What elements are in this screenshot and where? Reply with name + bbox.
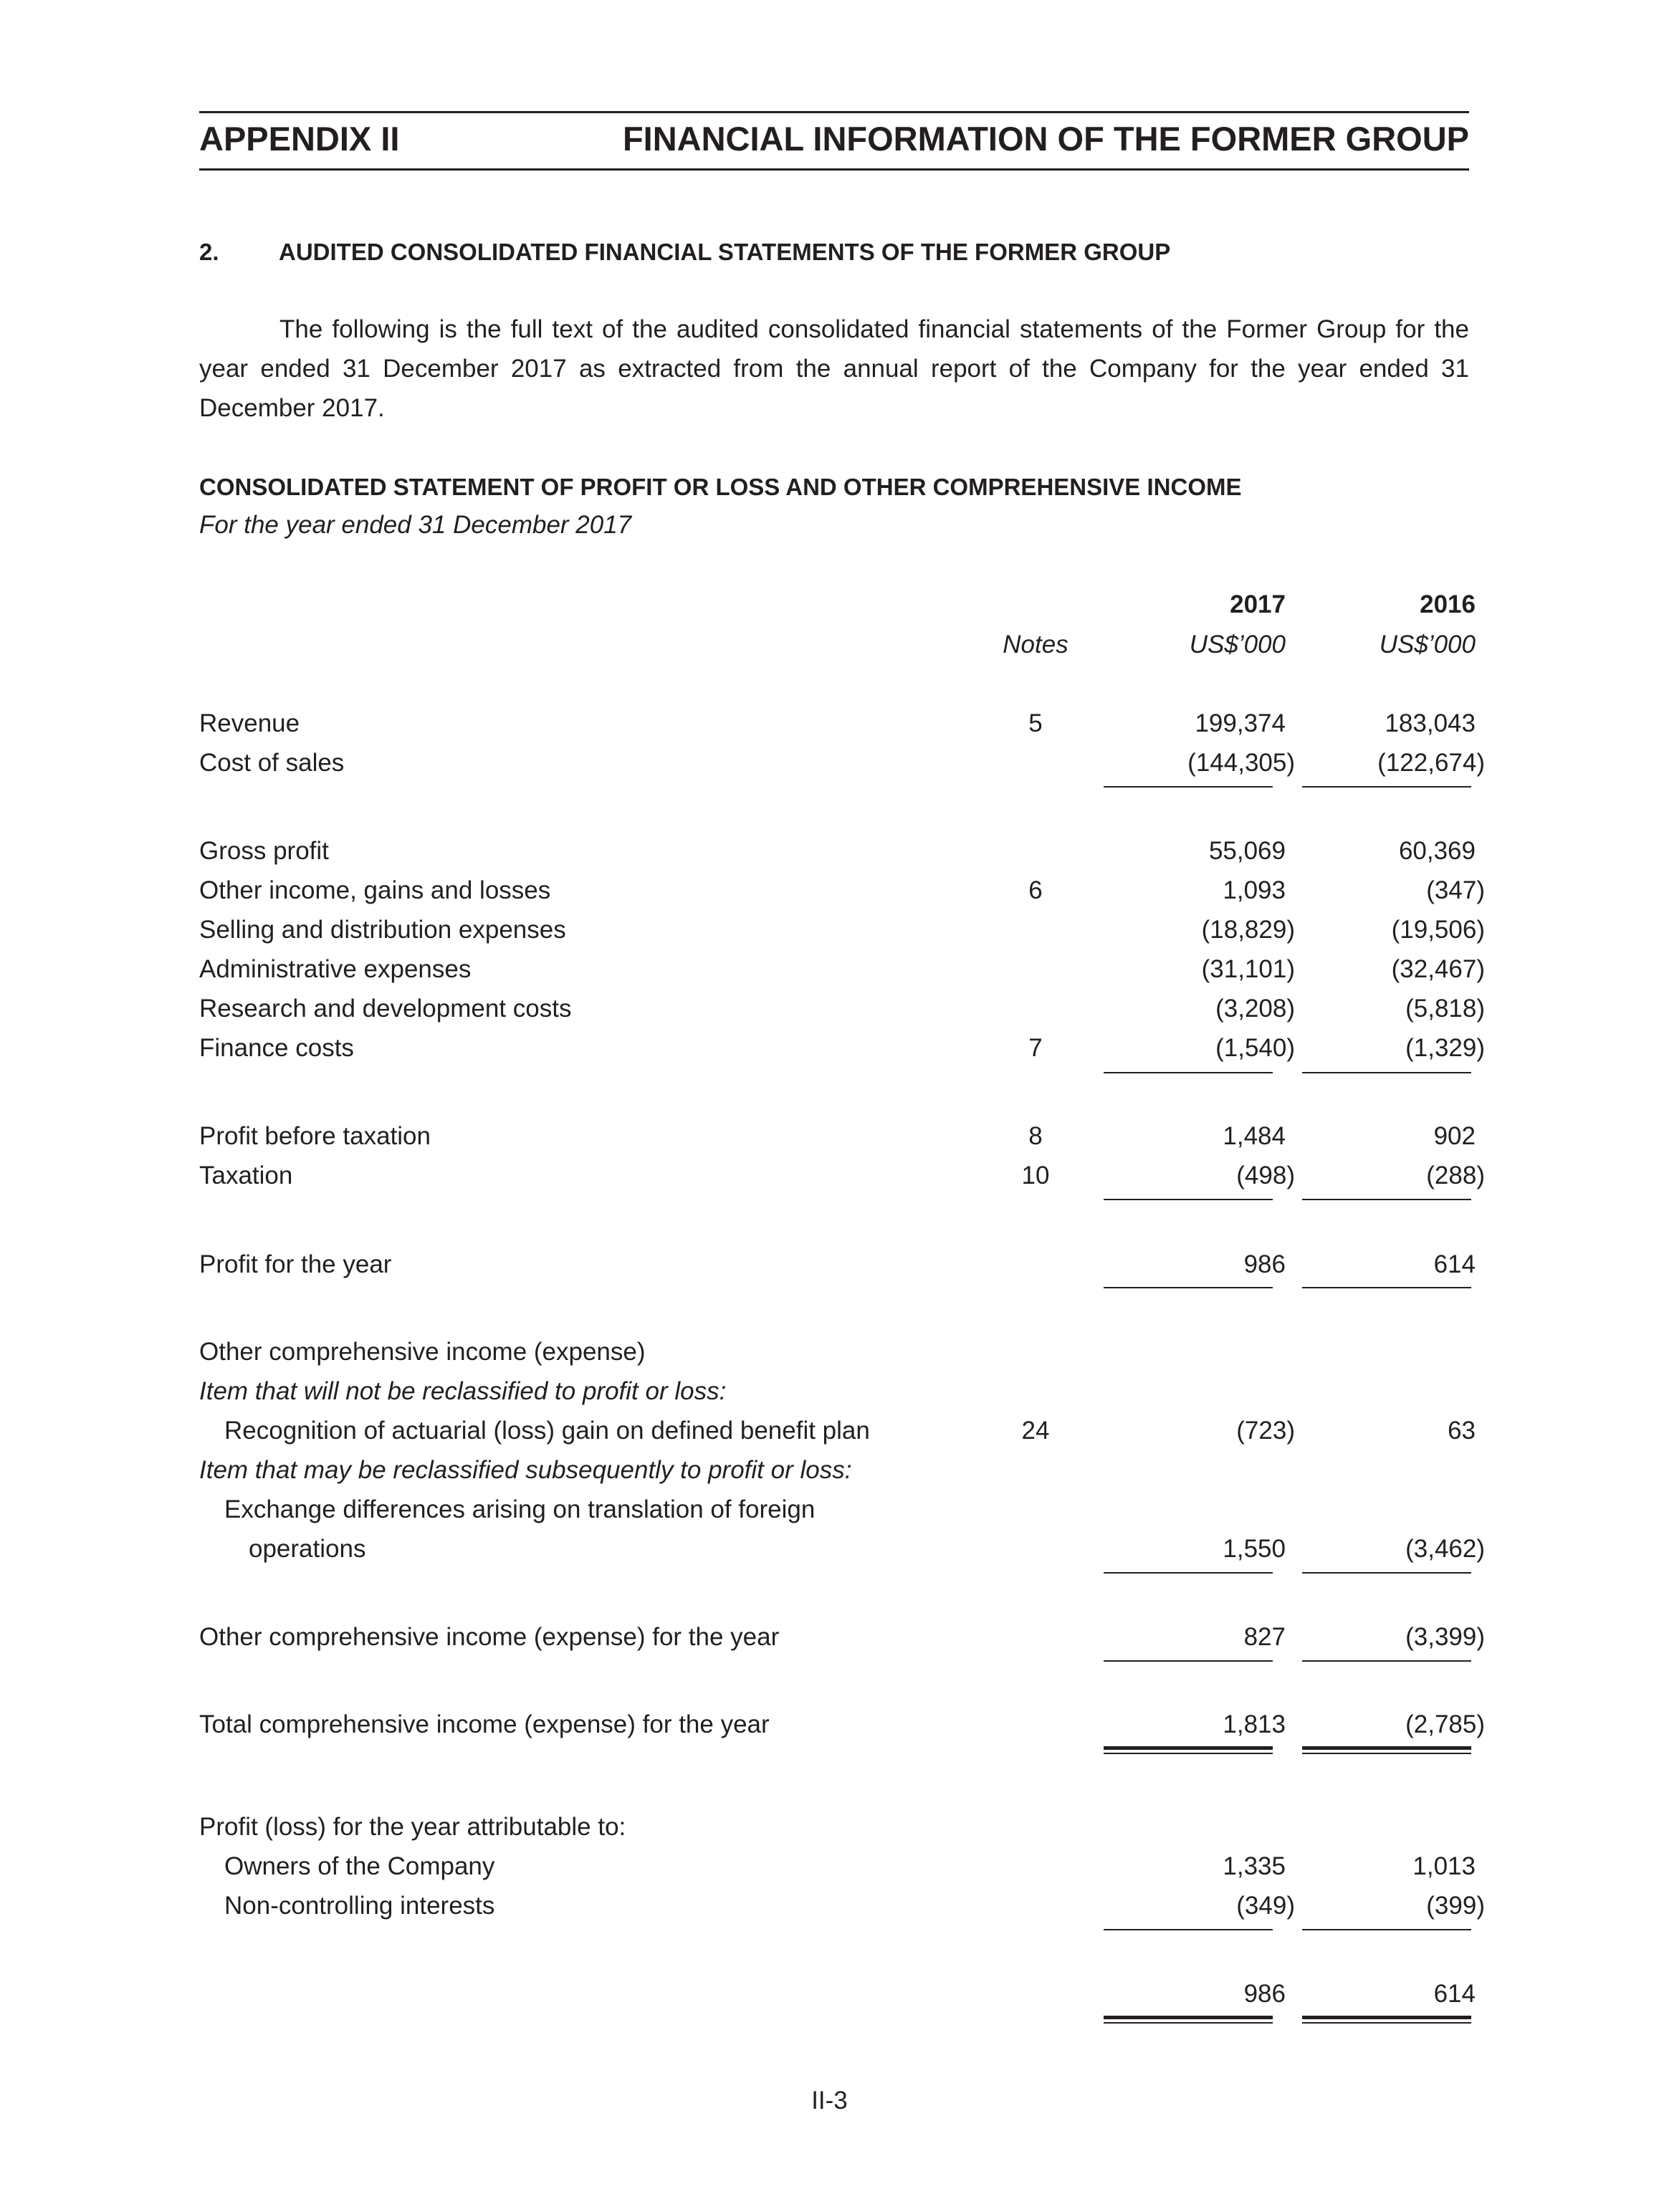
- row-2017-revenue: 199,374: [1195, 709, 1286, 737]
- row-label-selling-expenses: Selling and distribution expenses: [199, 916, 566, 944]
- row-note-profit-before-tax: 8: [1028, 1122, 1043, 1150]
- row-2017-rnd-costs: (3,208): [1215, 995, 1295, 1023]
- row-2016-owners: 1,013: [1412, 1852, 1476, 1880]
- row-2016-profit-before-tax: 902: [1433, 1122, 1476, 1150]
- row-note-taxation: 10: [1021, 1162, 1050, 1189]
- underline-2016: [1302, 1929, 1471, 1930]
- col-unit-2017: US$’000: [1189, 631, 1286, 659]
- row-2016-operations: (3,462): [1405, 1535, 1485, 1563]
- row-note-revenue: 5: [1028, 709, 1043, 737]
- row-2017-actuarial: (723): [1236, 1417, 1295, 1445]
- row-2017-oci-for-year: 827: [1243, 1623, 1286, 1651]
- row-label-nci: Non-controlling interests: [224, 1892, 495, 1920]
- row-2016-admin-expenses: (32,467): [1391, 955, 1485, 983]
- row-label-oci-for-year: Other comprehensive income (expense) for the year: [199, 1623, 780, 1651]
- underline-2016: [1302, 1660, 1471, 1662]
- row-label-oci-heading: Other comprehensive income (expense): [199, 1338, 646, 1366]
- row-label-exchange-differences: Exchange differences arising on translation of foreign: [224, 1495, 816, 1523]
- underline-2016: [1302, 1572, 1471, 1574]
- row-2017-operations: 1,550: [1223, 1535, 1286, 1563]
- row-2016-revenue: 183,043: [1385, 709, 1476, 737]
- intro-text: The following is the full text of the audited consolidated financial statements of the Former Group for the year ended 31 December 2017 as extracted from the annual report of the Company for the year ended 31 December 2017.: [199, 315, 1469, 422]
- underline-2017: [1104, 1660, 1273, 1662]
- underline-2017: [1104, 1929, 1273, 1930]
- row-2016-attributable-total: 614: [1433, 1980, 1476, 2008]
- underline-2017: [1104, 786, 1273, 787]
- row-label-gross-profit: Gross profit: [199, 837, 329, 865]
- row-2017-profit-for-year: 986: [1243, 1250, 1286, 1278]
- row-label-admin-expenses: Administrative expenses: [199, 955, 472, 983]
- underline-2016: [1302, 1072, 1471, 1073]
- row-2016-taxation: (288): [1426, 1162, 1485, 1189]
- header-bottom-rule: [199, 168, 1469, 171]
- row-note-actuarial: 24: [1021, 1417, 1050, 1445]
- page-number: II-3: [811, 2087, 848, 2115]
- row-2016-cost-of-sales: (122,674): [1377, 749, 1485, 777]
- row-label-rnd-costs: Research and development costs: [199, 995, 572, 1023]
- row-2016-gross-profit: 60,369: [1398, 837, 1476, 865]
- row-note-other-income: 6: [1028, 876, 1043, 904]
- row-2016-nci: (399): [1426, 1892, 1485, 1920]
- row-2017-profit-before-tax: 1,484: [1223, 1122, 1286, 1150]
- row-2016-total-ci: (2,785): [1405, 1710, 1485, 1738]
- row-label-other-income: Other income, gains and losses: [199, 876, 551, 904]
- row-2016-actuarial: 63: [1448, 1417, 1476, 1445]
- underline-2017: [1104, 1072, 1273, 1073]
- row-2017-finance-costs: (1,540): [1215, 1034, 1295, 1062]
- row-2016-rnd-costs: (5,818): [1405, 995, 1485, 1023]
- header-title: FINANCIAL INFORMATION OF THE FORMER GROUP: [622, 120, 1469, 158]
- section-title: AUDITED CONSOLIDATED FINANCIAL STATEMENTS OF THE FORMER GROUP: [279, 239, 1171, 265]
- row-2017-owners: 1,335: [1223, 1852, 1286, 1880]
- row-2017-cost-of-sales: (144,305): [1187, 749, 1295, 777]
- row-2016-oci-for-year: (3,399): [1405, 1623, 1485, 1651]
- appendix-label: APPENDIX II: [199, 120, 400, 158]
- row-2016-finance-costs: (1,329): [1405, 1034, 1485, 1062]
- double-underline-2017: [1104, 2016, 1273, 2024]
- underline-2016: [1302, 786, 1471, 787]
- row-label-owners: Owners of the Company: [224, 1852, 495, 1880]
- row-2016-profit-for-year: 614: [1433, 1250, 1476, 1278]
- col-unit-2016: US$’000: [1379, 631, 1476, 659]
- col-year-2016: 2016: [1420, 590, 1476, 618]
- row-2017-selling-expenses: (18,829): [1201, 916, 1295, 944]
- row-label-revenue: Revenue: [199, 709, 300, 737]
- intro-paragraph: [199, 310, 1469, 428]
- section-number: 2.: [199, 239, 219, 265]
- row-2017-taxation: (498): [1236, 1162, 1295, 1189]
- row-2017-other-income: 1,093: [1223, 876, 1286, 904]
- row-2016-other-income: (347): [1426, 876, 1485, 904]
- row-2017-gross-profit: 55,069: [1208, 837, 1286, 865]
- row-2017-attributable-total: 986: [1243, 1980, 1286, 2008]
- row-label-actuarial: Recognition of actuarial (loss) gain on defined benefit plan: [224, 1417, 870, 1445]
- row-label-cost-of-sales: Cost of sales: [199, 749, 345, 777]
- double-underline-2016: [1302, 2016, 1471, 2024]
- row-label-profit-for-year: Profit for the year: [199, 1250, 392, 1278]
- row-2017-admin-expenses: (31,101): [1201, 955, 1295, 983]
- row-2017-total-ci: 1,813: [1223, 1710, 1286, 1738]
- underline-2017: [1104, 1199, 1273, 1200]
- double-underline-2016: [1302, 1746, 1471, 1754]
- row-label-attributable: Profit (loss) for the year attributable to:: [199, 1813, 626, 1841]
- col-year-2017: 2017: [1230, 590, 1286, 618]
- statement-subtitle: For the year ended 31 December 2017: [199, 511, 632, 539]
- underline-2016: [1302, 1287, 1471, 1288]
- underline-2017: [1104, 1572, 1273, 1574]
- row-label-profit-before-tax: Profit before taxation: [199, 1122, 431, 1150]
- header-top-rule: [199, 111, 1469, 113]
- statement-title: CONSOLIDATED STATEMENT OF PROFIT OR LOSS AND OTHER COMPREHENSIVE INCOME: [199, 474, 1242, 500]
- row-note-finance-costs: 7: [1028, 1034, 1043, 1062]
- underline-2016: [1302, 1199, 1471, 1200]
- row-label-taxation: Taxation: [199, 1162, 293, 1189]
- row-label-not-reclassified: Item that will not be reclassified to profit or loss:: [199, 1377, 727, 1405]
- row-label-may-be-reclassified: Item that may be reclassified subsequently to profit or loss:: [199, 1456, 852, 1484]
- row-label-operations: operations: [249, 1535, 366, 1563]
- row-label-finance-costs: Finance costs: [199, 1034, 354, 1062]
- row-2016-selling-expenses: (19,506): [1391, 916, 1485, 944]
- col-notes: Notes: [1003, 631, 1068, 659]
- row-2017-nci: (349): [1236, 1892, 1295, 1920]
- double-underline-2017: [1104, 1746, 1273, 1754]
- row-label-total-ci: Total comprehensive income (expense) for the year: [199, 1710, 770, 1738]
- underline-2017: [1104, 1287, 1273, 1288]
